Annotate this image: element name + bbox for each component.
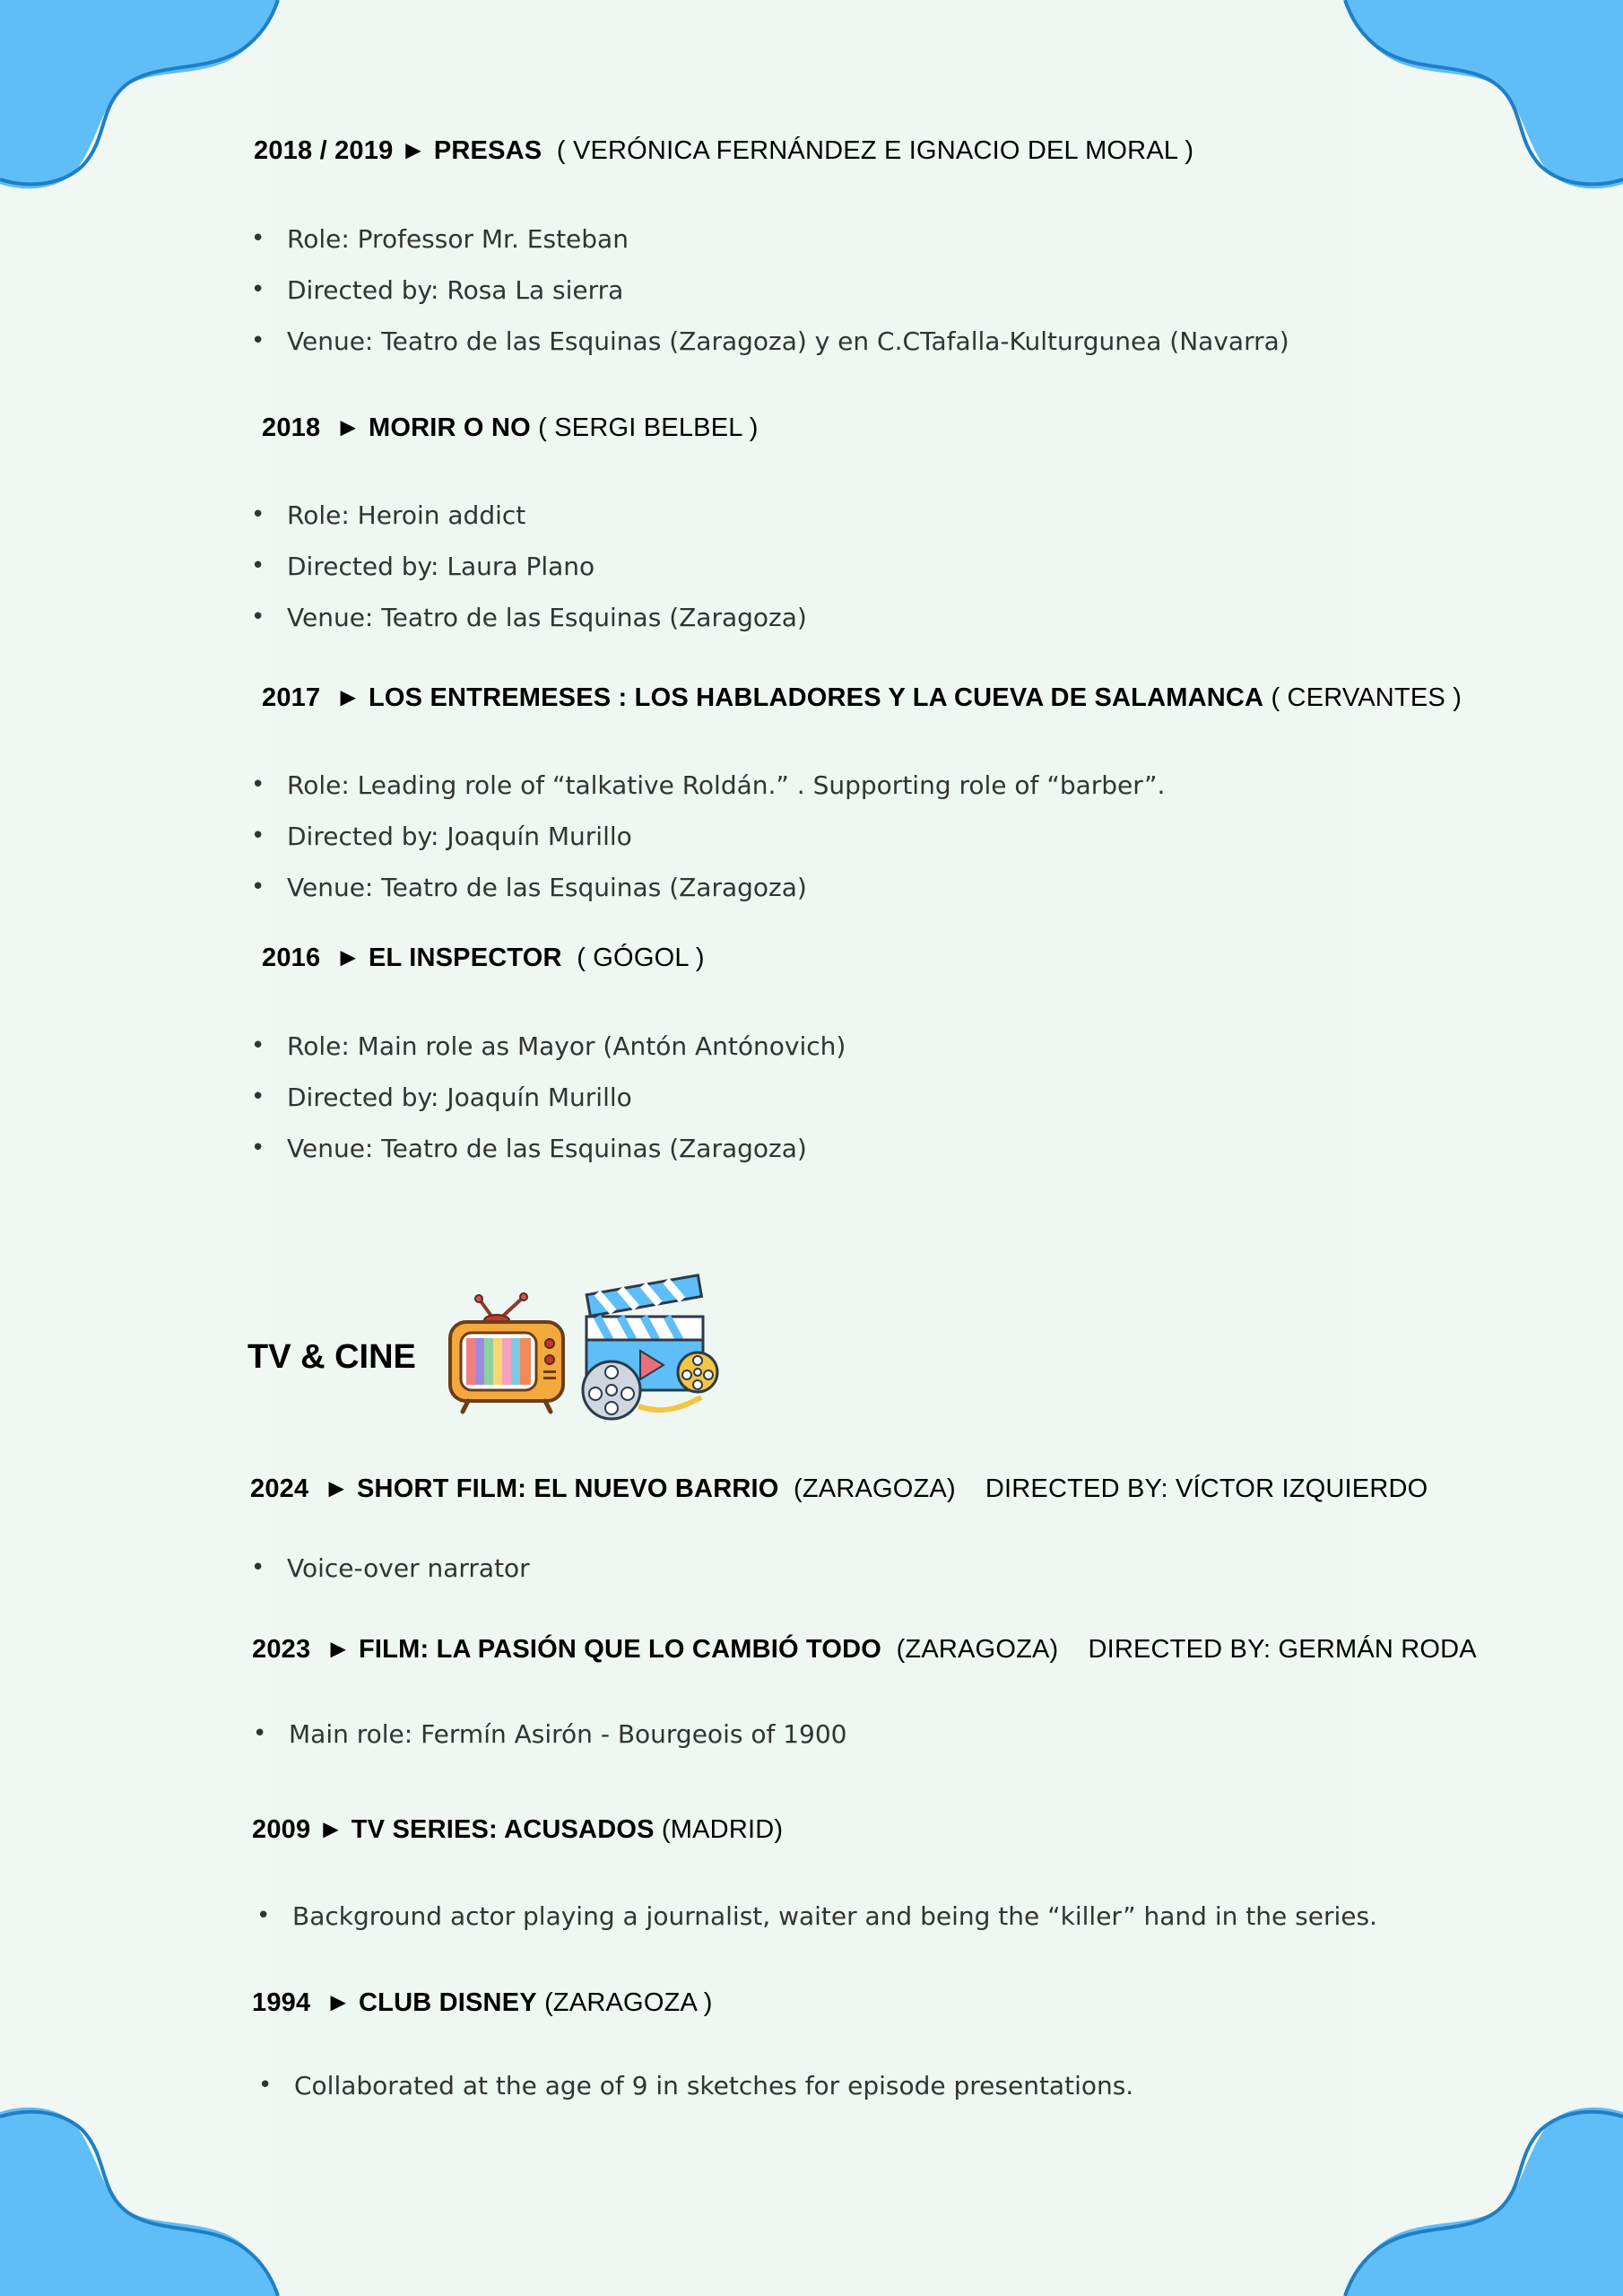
theatre-entry-details [251,213,1289,367]
entry-author: ( VERÓNICA FERNÁNDEZ E IGNACIO DEL MORAL ) [556,136,1194,165]
list-item: • Role: Professor Mr. Esteban [251,213,1289,265]
entry-location: (ZARAGOZA ) [544,1988,713,2017]
theatre-entry-heading [262,683,1462,713]
list-item: • Directed by: Laura Plano [251,541,807,592]
entry-year: 2023 [252,1635,311,1664]
entry-year: 2018 [262,413,321,442]
entry-location: (ZARAGOZA) [794,1474,956,1503]
entry-title: LOS ENTREMESES : LOS HABLADORES Y LA CUEVA DE SALAMANCA [369,683,1264,712]
entry-title: TV SERIES: ACUSADOS [351,1815,655,1844]
list-item: • Voice-over narrator [251,1543,530,1594]
list-item: • Role: Main role as Mayor (Antón Antónovich) [251,1021,846,1072]
entry-location: (ZARAGOZA) [896,1635,1059,1664]
entry-title: CLUB DISNEY [359,1988,537,2017]
tv-entry-details [258,2060,1133,2111]
entry-year: 2024 [250,1474,309,1503]
list-item: • Background actor playing a journalist, waiter and being the “killer” hand in the series. [256,1891,1377,1942]
theatre-entry-details [251,760,1165,913]
corner-blob-top-right [1336,0,1623,206]
entry-location: (MADRID) [661,1815,784,1844]
entry-year: 2017 [262,683,321,712]
list-item: • Role: Leading role of “talkative Roldán.” . Supporting role of “barber”. [251,760,1165,811]
entry-year: 2018 / 2019 [254,136,394,165]
entry-title: SHORT FILM: EL NUEVO BARRIO [357,1474,779,1503]
entry-director: DIRECTED BY: GERMÁN RODA [1088,1635,1477,1664]
entry-author: ( GÓGOL ) [577,944,705,972]
tv-entry-details [251,1543,530,1594]
entry-title: FILM: LA PASIÓN QUE LO CAMBIÓ TODO [359,1635,882,1664]
corner-blob-bottom-left [0,2090,287,2296]
tv-entry-heading [252,1815,783,1845]
entry-year: 2016 [262,944,321,972]
retro-tv-icon [447,1292,567,1415]
theatre-entry-details [251,1021,846,1174]
list-item: • Role: Heroin addict [251,490,807,541]
entry-title: PRESAS [433,136,542,165]
section-title-tv-cine: TV & CINE [247,1338,416,1376]
theatre-entry-heading [254,136,1193,166]
list-item: • Venue: Teatro de las Esquinas (Zaragoza) [251,592,807,643]
arrow-icon: ► [400,136,427,165]
entry-author: ( SERGI BELBEL ) [538,413,759,442]
tv-entry-details [256,1891,1377,1942]
list-item: • Directed by: Joaquín Murillo [251,811,1165,862]
list-item: • Venue: Teatro de las Esquinas (Zaragoza) [251,862,1165,913]
left-background-band [0,0,269,2296]
arrow-icon: ► [325,1635,352,1664]
tv-entry-details [253,1709,846,1760]
corner-blob-bottom-right [1336,2090,1623,2296]
list-item: • Venue: Teatro de las Esquinas (Zaragoza) y en C.CTafalla-Kulturgunea (Navarra) [251,316,1289,367]
right-background-band [1354,0,1623,2296]
theatre-entry-heading [262,413,759,443]
entry-author: ( CERVANTES ) [1271,683,1462,712]
arrow-icon: ► [317,1815,344,1844]
entry-year: 2009 [252,1815,311,1844]
entry-year: 1994 [252,1988,311,2017]
entry-title: EL INSPECTOR [369,944,562,972]
entry-director: DIRECTED BY: VÍCTOR IZQUIERDO [985,1474,1428,1503]
theatre-entry-heading [262,944,705,973]
list-item: • Collaborated at the age of 9 in sketches for episode presentations. [258,2060,1133,2111]
corner-blob-top-left [0,0,287,206]
arrow-icon: ► [323,1474,350,1503]
arrow-icon: ► [334,413,361,442]
tv-entry-heading [252,1988,713,2018]
entry-title: MORIR O NO [369,413,531,442]
tv-entry-heading [250,1474,1428,1504]
tv-entry-heading [252,1635,1477,1665]
list-item: • Directed by: Joaquín Murillo [251,1072,846,1123]
list-item: • Venue: Teatro de las Esquinas (Zaragoza) [251,1123,846,1174]
theatre-entry-details [251,490,807,643]
film-clapper-reel-icon [576,1272,728,1422]
arrow-icon: ► [325,1988,352,2017]
arrow-icon: ► [334,683,361,712]
list-item: • Main role: Fermín Asirón - Bourgeois of 1900 [253,1709,846,1760]
arrow-icon: ► [334,944,361,972]
list-item: • Directed by: Rosa La sierra [251,265,1289,316]
